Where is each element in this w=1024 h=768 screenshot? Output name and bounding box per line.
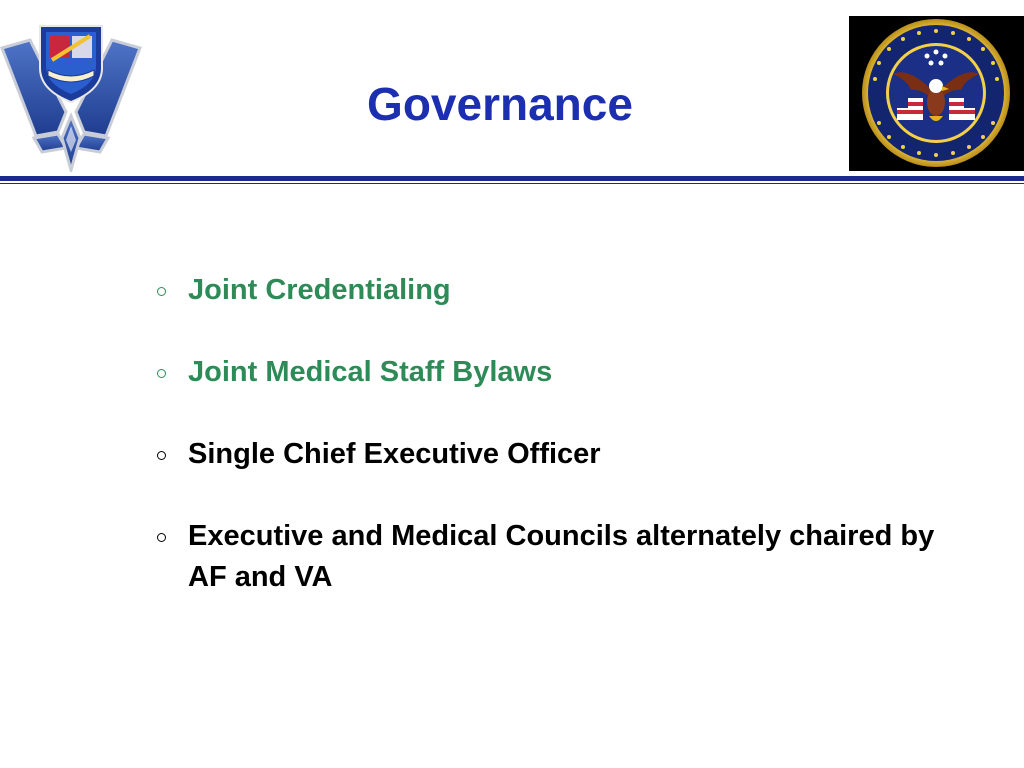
bullet-text: Joint Credentialing — [188, 274, 451, 306]
bullet-icon — [157, 369, 166, 378]
bullet-icon — [157, 451, 166, 460]
title-divider-thin — [0, 183, 1024, 184]
bullet-text: Single Chief Executive Officer — [188, 438, 601, 470]
bullet-icon — [157, 287, 166, 296]
title-divider — [0, 176, 1024, 181]
bullet-item — [156, 270, 956, 311]
bullet-list — [156, 270, 956, 639]
bullet-text: Executive and Medical Councils alternately chaired by AF and VA — [188, 520, 935, 593]
bullet-item — [156, 434, 956, 475]
bullet-text: Joint Medical Staff Bylaws — [188, 356, 553, 388]
bullet-icon — [157, 533, 166, 542]
bullet-item — [156, 516, 956, 598]
bullet-item — [156, 352, 956, 393]
slide-title: Governance — [367, 78, 633, 130]
